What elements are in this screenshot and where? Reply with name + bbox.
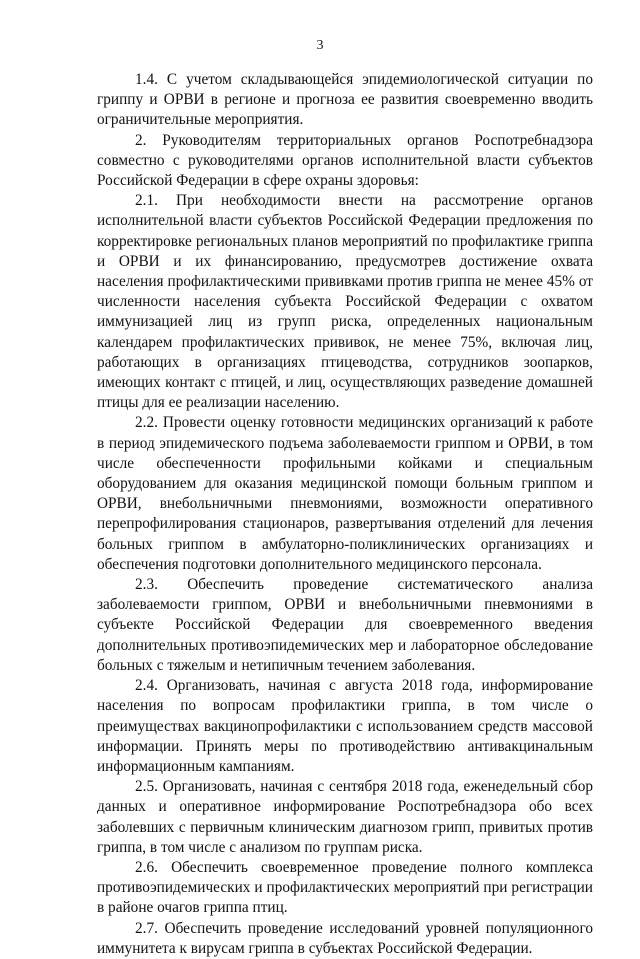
paragraph-2-3: 2.3. Обеспечить проведение систематического анализа заболеваемости гриппом, ОРВИ и внебольничными пневмониями в субъекте Российской Федерации для своевременного введения дополнительных противоэпидемических мер и лабораторное обследование больных с тяжелым и нетипичным течением заболевания. — [97, 576, 593, 674]
paragraph-2-7: 2.7. Обеспечить проведение исследований уровней популяционного иммунитета к вирусам гриппа в субъектах Российской Федерации. — [97, 919, 593, 957]
document-body — [97, 70, 593, 959]
paragraph-2-6: 2.6. Обеспечить своевременное проведение полного комплекса противоэпидемических и профилактических мероприятий при регистрации в районе очагов гриппа птиц. — [97, 858, 593, 917]
paragraph-2-4: 2.4. Организовать, начиная с августа 2018 года, информирование населения по вопросам профилактики гриппа, в том числе о преимуществах вакцинопрофилактики с использованием средств массовой информации. Принять меры по противодействию антивакцинальным информационным кампаниям. — [97, 677, 593, 775]
paragraph-2: 2. Руководителям территориальных органов Роспотребнадзора совместно с руководителями органов исполнительной власти субъектов Российской Федерации в сфере охраны здоровья: — [97, 131, 593, 190]
paragraph-1-4: 1.4. С учетом складывающейся эпидемиологической ситуации по гриппу и ОРВИ в регионе и прогноза ее развития своевременно вводить ограничительные мероприятия. — [97, 71, 593, 129]
paragraph-2-1: 2.1. При необходимости внести на рассмотрение органов исполнительной власти субъектов Российской Федерации предложения по корректировке региональных планов мероприятий по профилактике гриппа и ОРВИ и их финансированию, предусмотрев достижение охвата населения профилактическими прививками против гриппа не менее 45% от численности населения субъекта Российской Федерации с охватом иммунизацией лиц из групп риска, определенных национальным календарем профилактических прививок, не менее 75%, включая лиц, работающих в организациях птицеводства, сотрудников зоопарков, имеющих контакт с птицей, и лиц, осуществляющих разведение домашней птицы для ее реализации населению. — [97, 192, 593, 412]
paragraph-2-2: 2.2. Провести оценку готовности медицинских организаций к работе в период эпидемического подъема заболеваемости гриппом и ОРВИ, в том числе обеспеченности профильными койками и специальным оборудованием для оказания медицинской помощи больным гриппом и ОРВИ, внебольничными пневмониями, возможности оперативного перепрофилирования стационаров, развертывания отделений для лечения больных гриппом в амбулаторно-поликлинических организациях и обеспечения подготовки дополнительного медицинского персонала. — [97, 414, 593, 573]
page-number: 3 — [316, 38, 324, 53]
paragraph-2-5: 2.5. Организовать, начиная с сентября 2018 года, еженедельный сбор данных и оперативное информирование Роспотребнадзора обо всех заболевших с первичным клиническим диагнозом грипп, привитых против гриппа, в том числе с анализом по группам риска. — [97, 778, 593, 856]
